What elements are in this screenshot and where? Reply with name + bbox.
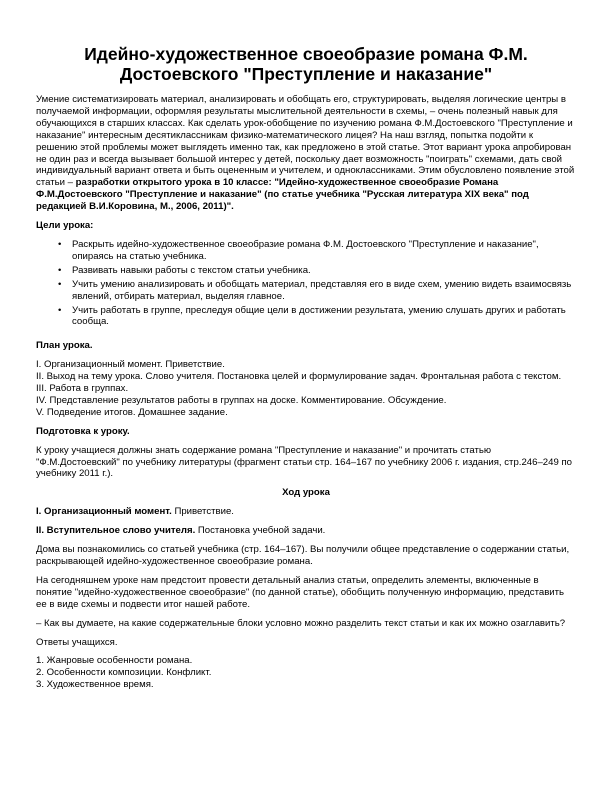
stage-1-label: I. Организационный момент. [36, 506, 172, 518]
goal-item: • Раскрыть идейно-художественное своеобразие романа Ф.М. Достоевского "Преступление и наказание", опираясь на статью учебника. [72, 239, 576, 263]
intro-text: Умение систематизировать материал, анализировать и обобщать его, структурировать, выделяя логические центры в получаемой информации, оформляя результаты мыслительной деятельности в схемы, – очень полезный навык для обучающихся в старших классах. Как сделать урок-обобщение по изучению романа Ф.М.Достоевского "Преступление и наказание" интересным десятиклассникам физико-математического лицея? На наш взгляд, попытка подойти к решению этой проблемы может выглядеть именно так, как предложено в этой статье. Этот вариант урока апробирован не один раз и всегда вызывает большой интерес у детей, поскольку дает возможность "поиграть" схемами, дать свой индивидуальный вариант ответа и быть оцененным и учителем, и одноклассниками. Этим обусловлено появление этой статьи – [36, 94, 575, 189]
plan-item: II. Выход на тему урока. Слово учителя. Постановка целей и формулирование задач. Фронтальная работа с текстом. [36, 371, 562, 383]
stage-2-label: II. Вступительное слово учителя. [36, 525, 196, 537]
goals-list [36, 239, 576, 328]
answers-list [36, 655, 576, 691]
course-paragraph-1: Дома вы познакомились со статьей учебника (стр. 164–167). Вы получили общее представление о содержании статьи, раскрывающей идейно-художественное своеобразие романа. [36, 544, 570, 567]
prep-heading: Подготовка к уроку. [36, 425, 130, 437]
stage-1 [36, 506, 576, 518]
plan-item: I. Организационный момент. Приветствие. [36, 359, 225, 371]
stage-2-text: Постановка учебной задачи. [195, 525, 326, 537]
prep-paragraph: К уроку учащиеся должны знать содержание романа "Преступление и наказание" и прочитать статью "Ф.М.Достоевский" по учебнику литературы (фрагмент статьи стр. 164–167 по учебнику 2006 г. издания, стр.246–249 по учебнику 2011 г.). [36, 444, 573, 480]
answer-item: 3. Художественное время. [36, 679, 154, 691]
answer-item: 2. Особенности композиции. Конфликт. [36, 667, 212, 679]
course-heading: Ход урока [282, 487, 330, 499]
stage-1-text: Приветствие. [171, 506, 234, 518]
stage-2 [36, 525, 576, 537]
course-question: – Как вы думаете, на какие содержательные блоки условно можно разделить текст статьи и как их можно озаглавить? [36, 617, 566, 629]
course-answers-label: Ответы учащихся. [36, 636, 118, 648]
plan-item: III. Работа в группах. [36, 383, 129, 395]
course-paragraph-2: На сегодняшнем уроке нам предстоит провести детальный анализ статьи, определить элементы, включенные в понятие "идейно-художественное своеобразие" (по данной статье), обобщить полученную информацию, представить ее в виде схемы и подвести итог нашей работе. [36, 574, 565, 610]
plan-item: V. Подведение итогов. Домашнее задание. [36, 406, 228, 418]
plan-list [36, 359, 576, 419]
plan-heading: План урока. [36, 340, 93, 352]
intro-paragraph [36, 94, 576, 213]
plan-item: IV. Представление результатов работы в группах на доске. Комментирование. Обсуждение. [36, 394, 447, 406]
answer-item: 1. Жанровые особенности романа. [36, 655, 193, 667]
goal-item: • Учить умению анализировать и обобщать материал, представляя его в виде схем, умению видеть взаимосвязь явлений, отбирать материал, выделяя главное. [72, 279, 576, 303]
goal-item: • Учить работать в группе, преследуя общие цели в достижении результата, умению слушать других и работать сообща. [72, 305, 576, 329]
goal-item: • Развивать навыки работы с текстом статьи учебника. [72, 265, 576, 277]
goals-heading: Цели урока: [36, 220, 94, 232]
intro-bold-text: разработки открытого урока в 10 классе: "Идейно-художественное своеобразие Романа Ф.М.Достоевского "Преступление и наказание" (по статье учебника "Русская литература XIX века" под редакцией В.И.Коровина, М., 2006, 2011)". [36, 177, 529, 213]
document-title: Идейно-художественное своеобразие романа Ф.М. Достоевского "Преступление и наказание" [84, 44, 528, 84]
